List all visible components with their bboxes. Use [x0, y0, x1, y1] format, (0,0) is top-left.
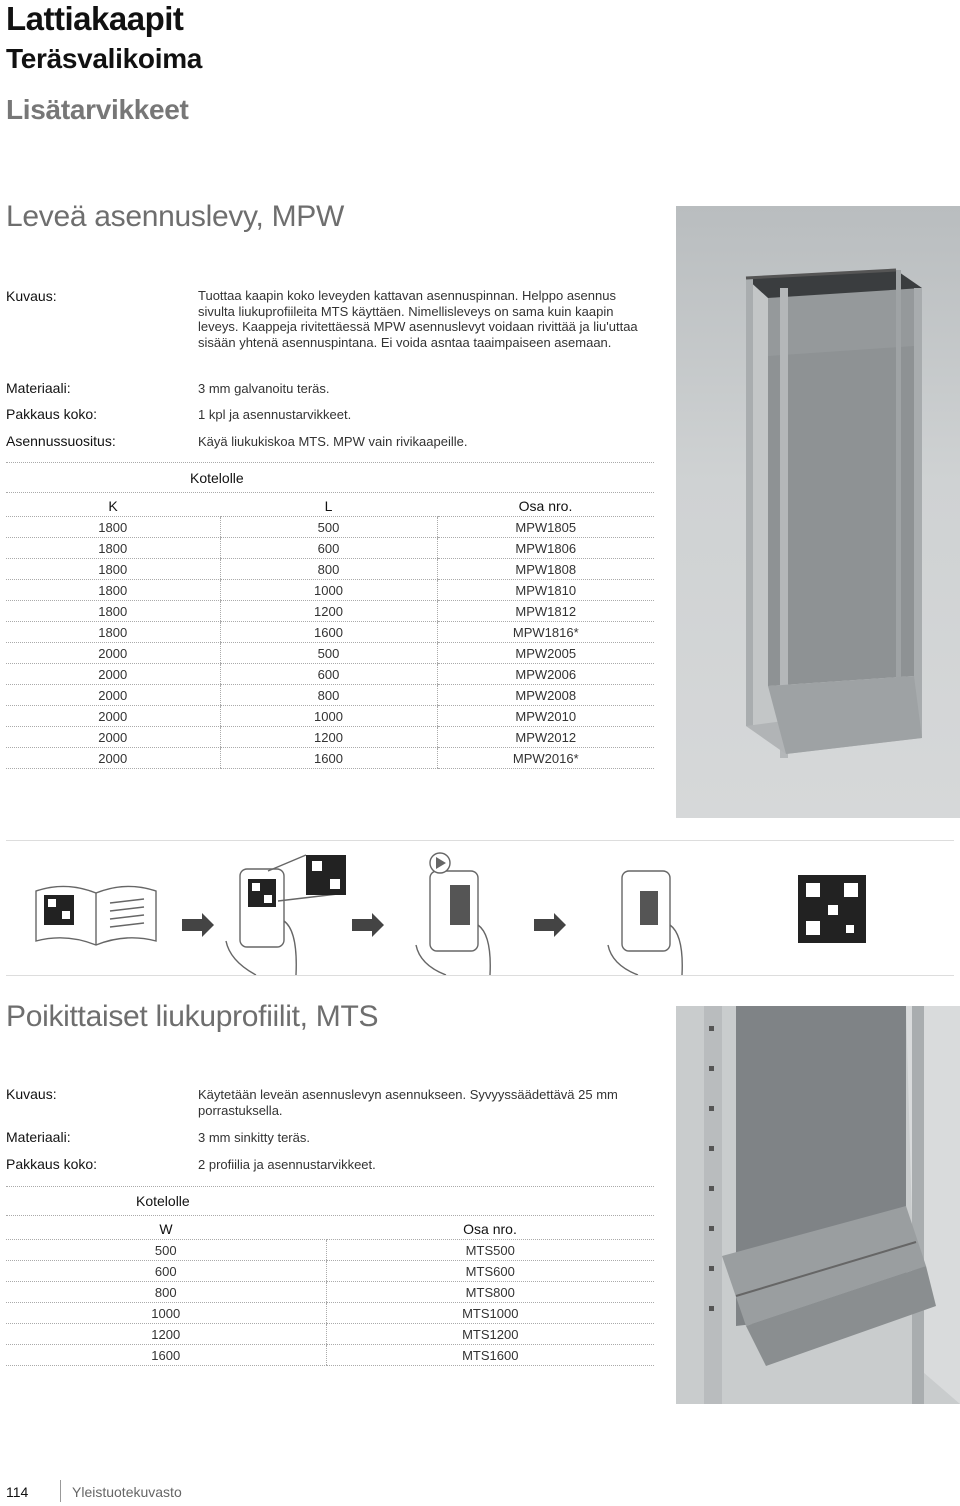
mpw-row [6, 622, 654, 643]
mpw-cell: MPW1808 [437, 559, 654, 580]
mpw-cell: 1600 [220, 748, 437, 769]
mts-table-top-rule [6, 1186, 654, 1187]
cabinet-with-plate-illustration [676, 206, 960, 818]
mpw-col-part: Osa nro. [437, 496, 654, 517]
mpw-cell: 2000 [6, 706, 220, 727]
mpw-cell: 500 [220, 517, 437, 538]
mpw-row [6, 517, 654, 538]
mpw-row [6, 580, 654, 601]
mpw-cell: 1600 [220, 622, 437, 643]
page-number: 114 [6, 1484, 29, 1500]
mts-row [6, 1261, 654, 1282]
mpw-value-kuvaus: Tuottaa kaapin koko leveyden kattavan asennuspinnan. Helppo asennus sivulta liukuprofiileita MTS käyttäen. Nimellisleveys on sama kuin kaapin leveys. Kaappeja rivitettäessä MPW asennuslevyt voidaan rivittää ja liu'uttaa sisään yhtenä asennuspintana. Ei voida asntaa taaimpaiseen asemaan. [198, 288, 638, 350]
mts-table [6, 1219, 654, 1366]
mts-cell: 500 [6, 1240, 326, 1261]
mts-label-kuvaus: Kuvaus: [6, 1086, 57, 1102]
mpw-cell: 500 [220, 643, 437, 664]
mpw-cell: MPW2016* [437, 748, 654, 769]
cabinet-with-rails-illustration [676, 1006, 960, 1404]
mpw-row [6, 727, 654, 748]
mpw-table [6, 496, 654, 769]
mpw-value-materiaali: 3 mm galvanoitu teräs. [198, 381, 330, 396]
mts-cell: MTS600 [326, 1261, 654, 1282]
mts-value-kuvaus: Käytetään leveän asennuslevyn asennukseen. Syvyyssäädettävä 25 mm porrastuksella. [198, 1087, 618, 1118]
mts-row [6, 1240, 654, 1261]
mpw-cell: MPW2006 [437, 664, 654, 685]
mts-col-w: W [6, 1219, 326, 1240]
mts-cell: MTS1200 [326, 1324, 654, 1345]
mpw-cell: 2000 [6, 664, 220, 685]
mpw-cell: 1800 [6, 580, 220, 601]
mpw-row [6, 538, 654, 559]
mpw-cell: 2000 [6, 727, 220, 748]
mpw-cell: 1800 [6, 538, 220, 559]
mts-row [6, 1345, 654, 1366]
mpw-table-group-rule [6, 492, 654, 493]
mpw-cell: MPW1812 [437, 601, 654, 622]
mts-value-materiaali: 3 mm sinkitty teräs. [198, 1130, 310, 1145]
mpw-cell: MPW1805 [437, 517, 654, 538]
mts-row [6, 1303, 654, 1324]
footer-divider [60, 1480, 61, 1502]
mpw-cell: MPW1816* [437, 622, 654, 643]
mts-table-group: Kotelolle [136, 1193, 190, 1209]
mts-cell: 1000 [6, 1303, 326, 1324]
mpw-cell: 1000 [220, 580, 437, 601]
mts-title: Poikittaiset liukuprofiilit, MTS [6, 1000, 379, 1033]
mpw-row [6, 706, 654, 727]
mts-product-photo [676, 1006, 960, 1404]
mpw-cell: 1200 [220, 727, 437, 748]
mts-table-group-rule [6, 1215, 654, 1216]
mpw-row [6, 643, 654, 664]
mpw-table-top-rule [6, 462, 654, 463]
qr-instruction-strip [6, 840, 954, 976]
mpw-row [6, 559, 654, 580]
mpw-cell: 1200 [220, 601, 437, 622]
mts-label-pakkaus: Pakkaus koko: [6, 1156, 98, 1172]
page-subtitle: Teräsvalikoima [6, 43, 203, 74]
mpw-cell: 800 [220, 559, 437, 580]
mpw-cell: MPW2008 [437, 685, 654, 706]
mpw-row [6, 601, 654, 622]
mpw-cell: 600 [220, 664, 437, 685]
mpw-title: Leveä asennuslevy, MPW [6, 200, 345, 233]
mpw-value-asennus: Käyä liukukiskoa MTS. MPW vain rivikaapeille. [198, 434, 468, 449]
mpw-row [6, 685, 654, 706]
mpw-product-photo [676, 206, 960, 818]
mpw-cell: 1800 [6, 559, 220, 580]
mpw-cell: 2000 [6, 643, 220, 664]
mts-cell: MTS1000 [326, 1303, 654, 1324]
mpw-cell: 2000 [6, 748, 220, 769]
mpw-cell: MPW1810 [437, 580, 654, 601]
section-heading: Lisätarvikkeet [6, 94, 189, 125]
mpw-cell: 600 [220, 538, 437, 559]
mpw-col-k: K [6, 496, 220, 517]
mpw-label-kuvaus: Kuvaus: [6, 288, 57, 304]
mts-label-materiaali: Materiaali: [6, 1129, 71, 1145]
mpw-cell: MPW2012 [437, 727, 654, 748]
catalog-name: Yleistuotekuvasto [72, 1484, 182, 1500]
mpw-cell: 800 [220, 685, 437, 706]
mpw-cell: 1000 [220, 706, 437, 727]
mpw-cell: 2000 [6, 685, 220, 706]
mpw-col-l: L [220, 496, 437, 517]
mts-cell: MTS800 [326, 1282, 654, 1303]
mts-cell: 600 [6, 1261, 326, 1282]
mpw-cell: 1800 [6, 601, 220, 622]
mts-cell: 1200 [6, 1324, 326, 1345]
mpw-label-asennus: Asennussuositus: [6, 433, 116, 449]
mpw-row [6, 664, 654, 685]
mpw-cell: MPW2010 [437, 706, 654, 727]
mts-cell: MTS1600 [326, 1345, 654, 1366]
mts-value-pakkaus: 2 profiilia ja asennustarvikkeet. [198, 1157, 376, 1172]
mts-cell: 800 [6, 1282, 326, 1303]
mpw-table-group: Kotelolle [190, 470, 244, 486]
qr-instructions-illustration [6, 841, 954, 975]
mpw-cell: 1800 [6, 517, 220, 538]
page-title: Lattiakaapit [6, 0, 184, 37]
mpw-row [6, 748, 654, 769]
mpw-label-materiaali: Materiaali: [6, 380, 71, 396]
mpw-cell: 1800 [6, 622, 220, 643]
mpw-label-pakkaus: Pakkaus koko: [6, 406, 98, 422]
mts-cell: MTS500 [326, 1240, 654, 1261]
mts-row [6, 1282, 654, 1303]
mts-cell: 1600 [6, 1345, 326, 1366]
mts-col-part: Osa nro. [326, 1219, 654, 1240]
mpw-cell: MPW2005 [437, 643, 654, 664]
mpw-cell: MPW1806 [437, 538, 654, 559]
mts-row [6, 1324, 654, 1345]
mpw-value-pakkaus: 1 kpl ja asennustarvikkeet. [198, 407, 352, 422]
